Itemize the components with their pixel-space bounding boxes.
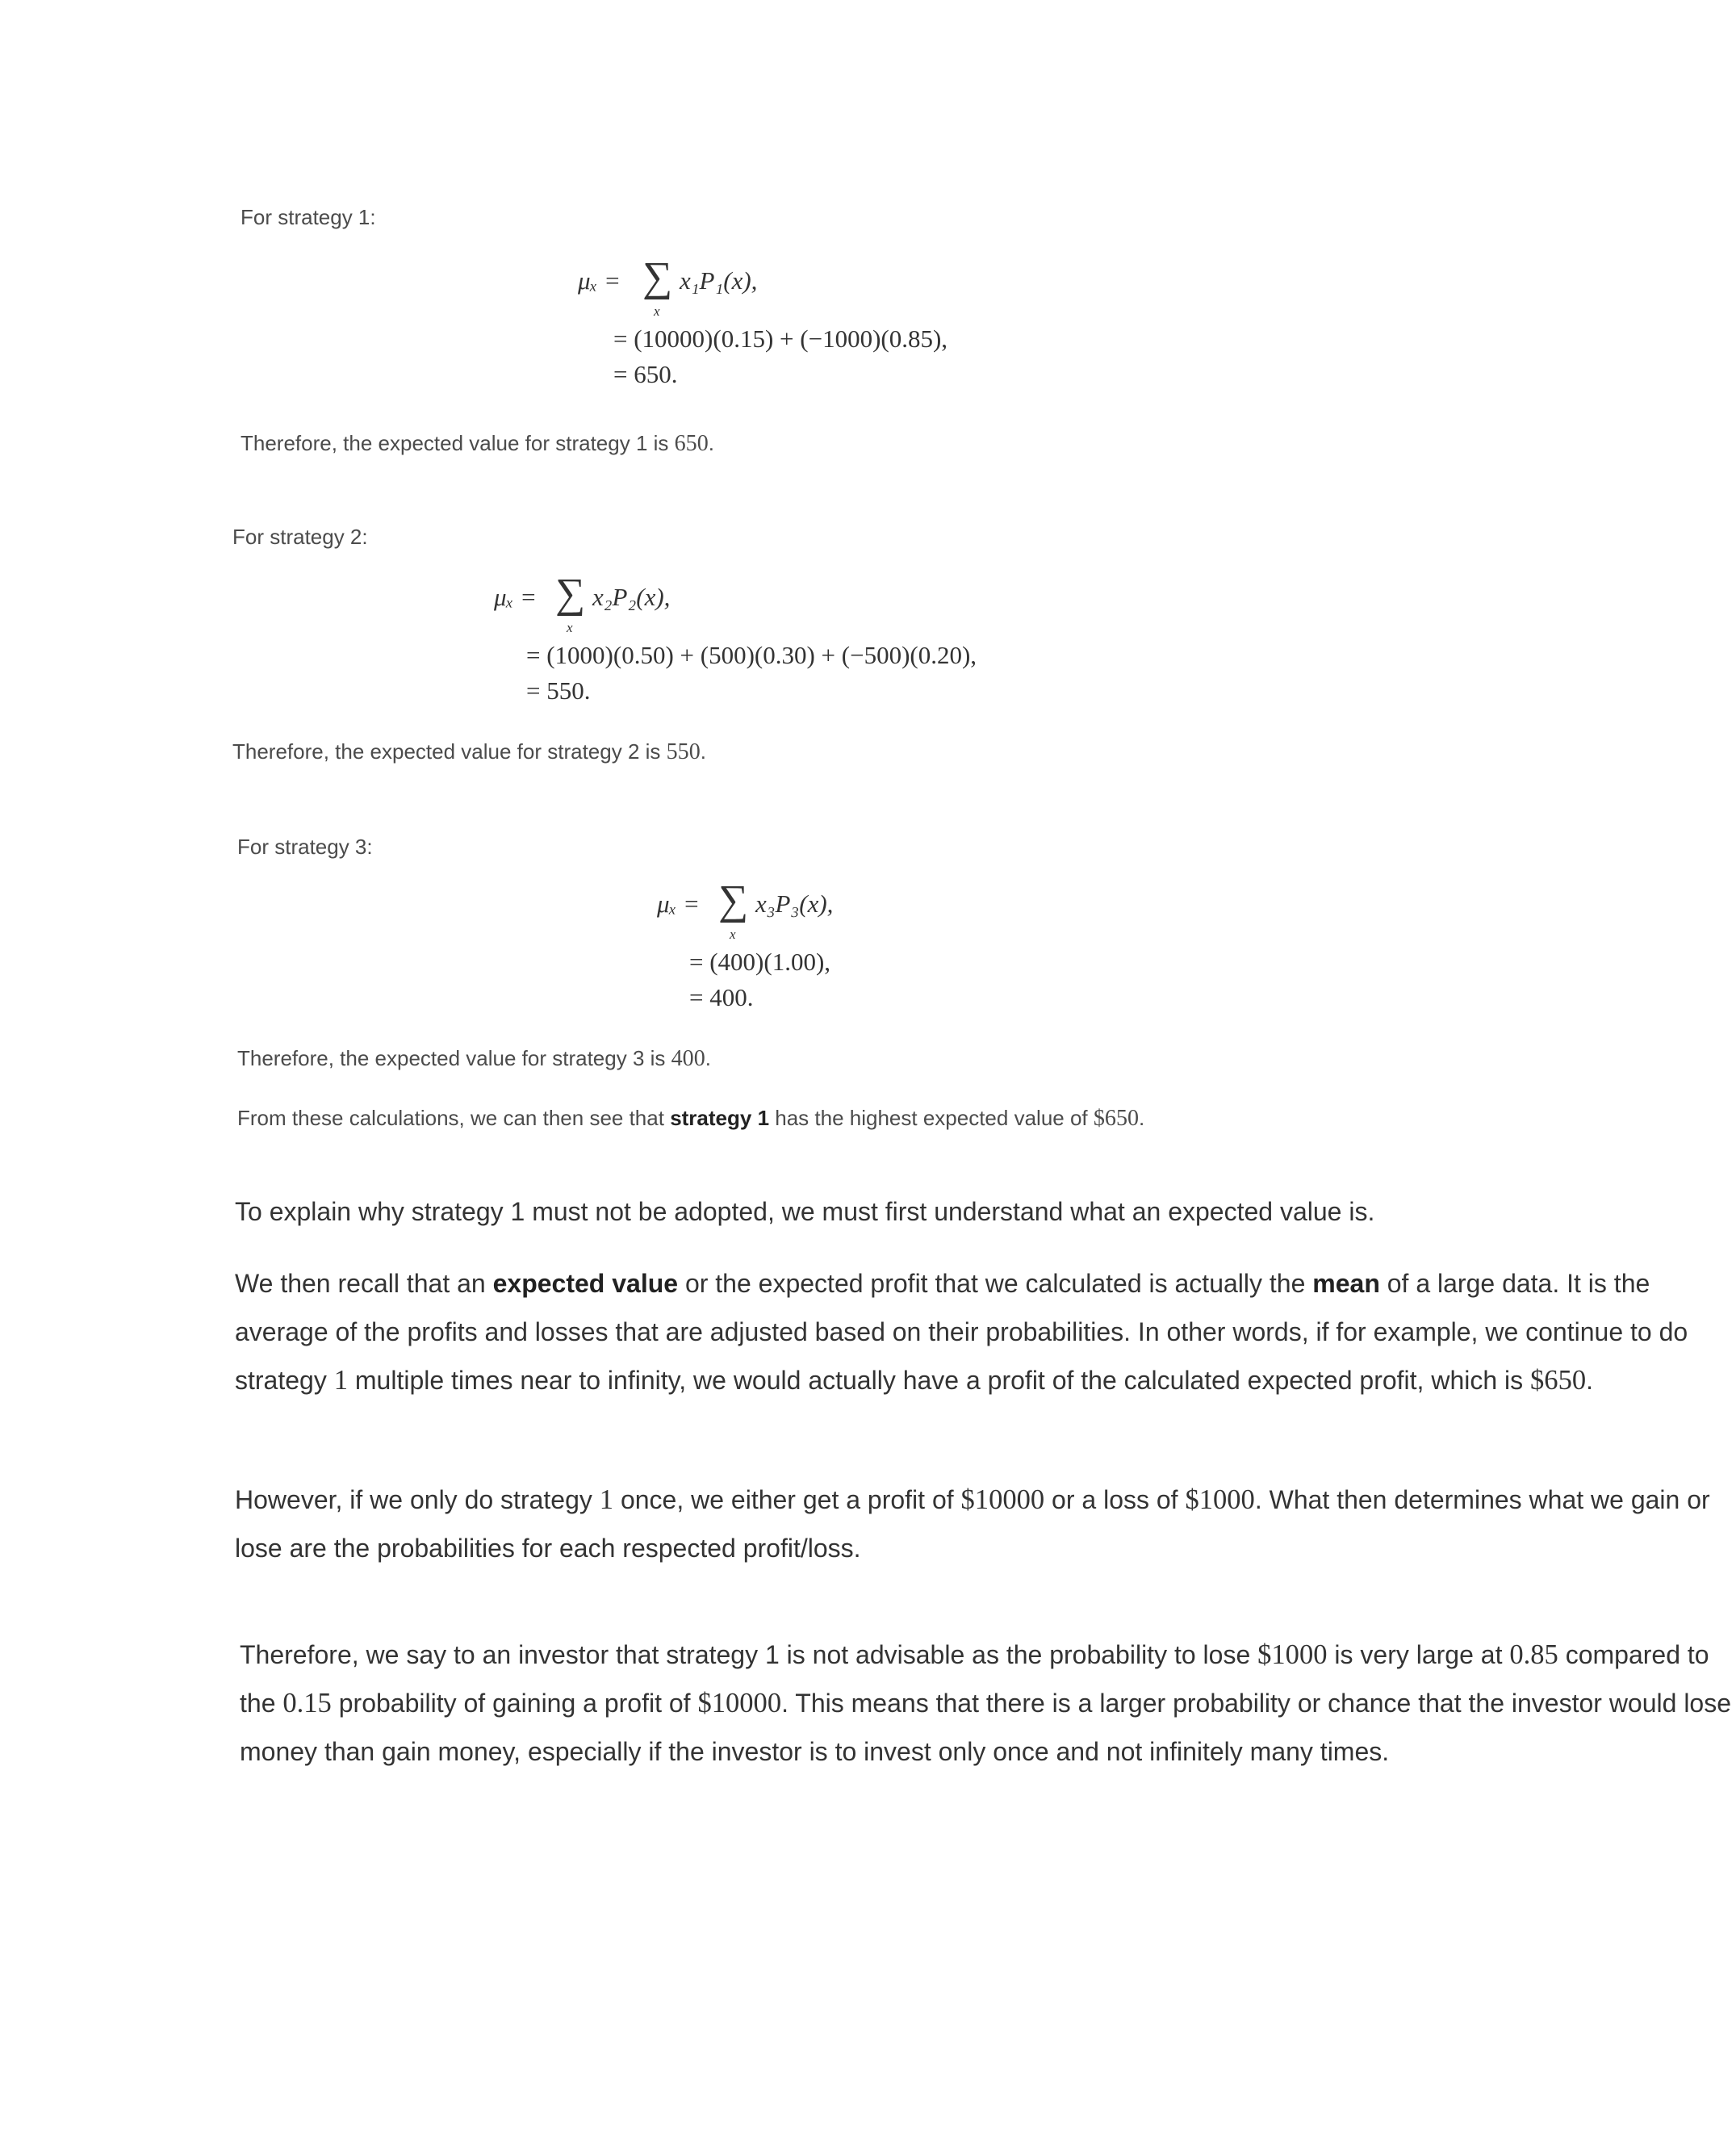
strategy2-lhs: μₓ = xyxy=(494,583,538,611)
strategy2-sum-index: x xyxy=(567,620,573,635)
strategy1-conclusion: Therefore, the expected value for strategy 1 is 650. xyxy=(241,431,714,456)
paragraph-final: Therefore, we say to an investor that strategy 1 is not advisable as the probability to lose $1000 is very large at 0.85 compared to the 0.15 probability of gaining a profit of $10000. This means that there is a larger probability or chance that the investor would lose money than gain money, especially if the investor is to invest only once and not infinitely many times. xyxy=(240,1639,1732,1766)
strategy3-line3: = 400. xyxy=(689,983,754,1011)
strategy1-line3: = 650. xyxy=(613,360,678,388)
strategy3-line2: = (400)(1.00), xyxy=(689,948,831,976)
strategy2-line2: = (1000)(0.50) + (500)(0.30) + (−500)(0.20), xyxy=(526,641,977,669)
paragraph-once: However, if we only do strategy 1 once, we either get a profit of $10000 or a loss of $1000. What then determines what we gain or lose are the probabilities for each respected profit/loss. xyxy=(235,1484,1710,1563)
strategy1-sigma: ∑ xyxy=(642,254,673,300)
strategy2-label: For strategy 2: xyxy=(232,525,368,549)
strategy1-line2: = (10000)(0.15) + (−1000)(0.85), xyxy=(613,324,948,353)
strategy2-sum-term: x₂P₂(x), xyxy=(592,583,671,611)
strategy1-sum-term: x₁P₁(x), xyxy=(680,266,758,295)
strategy1-label: For strategy 1: xyxy=(241,205,376,229)
strategy2-sigma: ∑ xyxy=(555,571,586,617)
strategy2-conclusion: Therefore, the expected value for strategy 2 is 550. xyxy=(232,739,706,764)
strategy1-sum-index: x xyxy=(654,303,660,319)
summary-line: From these calculations, we can then see that strategy 1 has the highest expected value of $650. xyxy=(237,1106,1145,1131)
strategy3-conclusion: Therefore, the expected value for strategy 3 is 400. xyxy=(237,1046,711,1071)
strategy3-label: For strategy 3: xyxy=(237,835,373,859)
paragraph-mean: We then recall that an expected value or the expected profit that we calculated is actually the mean of a large data. It is the average of the profits and losses that are adjusted based on their probabilities. In other words, if for example, we continue to do strategy 1 multiple times near to infinity, we would actually have a profit of the calculated expected profit, which is $650. xyxy=(235,1269,1688,1396)
strategy3-lhs: μₓ = xyxy=(657,890,701,918)
strategy2-line3: = 550. xyxy=(526,676,591,705)
explain-intro: To explain why strategy 1 must not be adopted, we must first understand what an expected value is. xyxy=(235,1197,1375,1226)
strategy1-lhs: μₓ = xyxy=(578,266,621,295)
strategy3-sum-index: x xyxy=(730,927,736,942)
strategy3-sigma: ∑ xyxy=(718,877,749,923)
strategy3-sum-term: x₃P₃(x), xyxy=(755,890,834,918)
